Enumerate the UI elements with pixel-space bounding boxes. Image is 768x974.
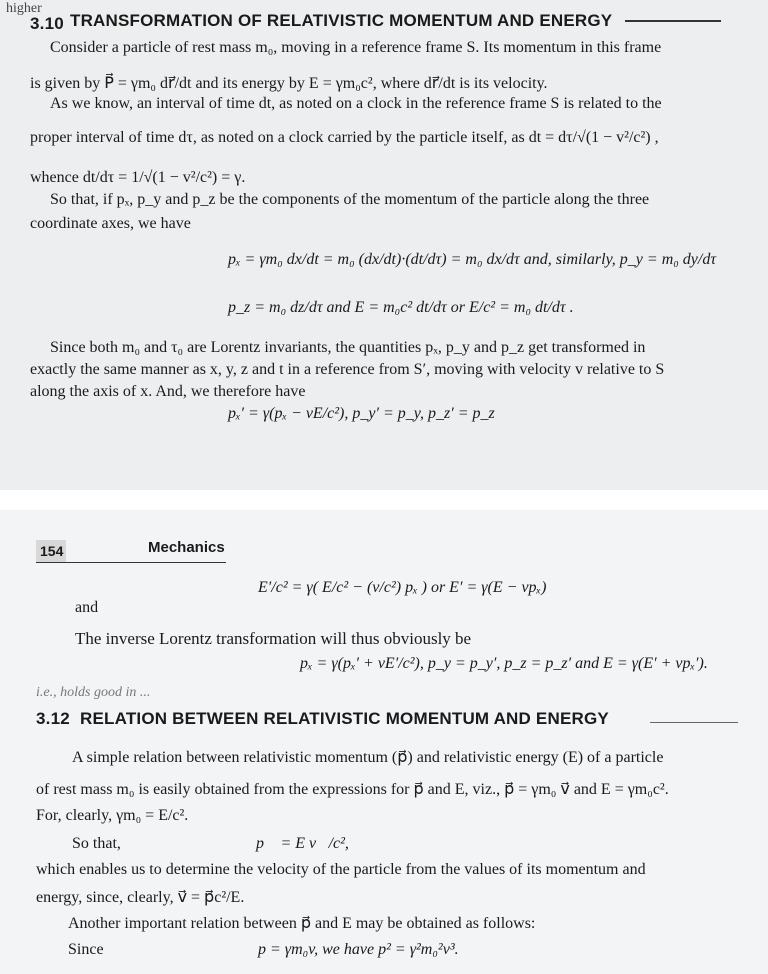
- p2-s312-line-6: energy, since, clearly, v⃗ = p⃗c²/E.: [36, 889, 245, 906]
- p2-s312-line-1: A simple relation between relativistic momentum (p⃗) and relativistic energy (E) of a particle: [72, 749, 664, 766]
- fragment-line: i.e., holds good in ...: [36, 685, 151, 700]
- p1-line-8: Since both m₀ and τ₀ are Lorentz invariants, the quantities pₓ, p_y and p_z get transformed in: [50, 339, 646, 356]
- and-label: and: [75, 599, 99, 616]
- section-title-312: RELATION BETWEEN RELATIVISTIC MOMENTUM AND ENERGY: [80, 709, 609, 728]
- page-number: 154: [40, 543, 64, 559]
- equation-momentum-energy: p⃗ = E v⃗/c²,: [256, 835, 349, 852]
- running-head: Mechanics: [148, 539, 225, 556]
- p2-s312-line-4-label: So that,: [72, 835, 121, 852]
- p2-line-1: The inverse Lorentz transformation will thus obviously be: [75, 629, 472, 648]
- p1-line-5: whence dt/dτ = 1/√(1 − v²/c²) = γ.: [30, 169, 246, 186]
- p1-line-2: is given by P⃗ = γm₀ dr⃗/dt and its energy by E = γm₀c², where dr⃗/dt is its velocity.: [30, 75, 548, 92]
- p1-line-6: So that, if pₓ, p_y and p_z be the components of the momentum of the particle along the three: [50, 191, 650, 208]
- equation-inverse-transform: pₓ = γ(pₓ′ + vE′/c²), p_y = p_y′, p_z = p_z′ and E = γ(E′ + vpₓ′).: [300, 655, 708, 672]
- p1-line-3: As we know, an interval of time dt, as noted on a clock in the reference frame S is related to the: [50, 95, 662, 112]
- equation-momentum-squared: p = γm₀v, we have p² = γ²m₀²v³.: [258, 941, 459, 958]
- section-rule-310: [625, 20, 721, 22]
- p1-line-9: exactly the same manner as x, y, z and t in a reference from S′, moving with velocity v relative to S: [30, 361, 665, 378]
- page-gap: [0, 490, 768, 510]
- section-number-310: 3.10: [30, 14, 64, 33]
- section-rule-312: [650, 722, 738, 723]
- section-number-312: 3.12: [36, 709, 70, 728]
- p2-s312-line-5: which enables us to determine the velocity of the particle from the values of its momentum and: [36, 861, 646, 878]
- equation-energy-transform: E′/c² = γ( E/c² − (v/c²) pₓ ) or E′ = γ(E − vpₓ): [258, 579, 547, 596]
- p1-line-1: Consider a particle of rest mass m₀, moving in a reference frame S. Its momentum in this frame: [50, 39, 662, 56]
- p2-s312-line-8-label: Since: [68, 941, 104, 958]
- top-fragment: higher: [6, 1, 42, 16]
- p1-line-7: coordinate axes, we have: [30, 215, 191, 232]
- p1-line-4: proper interval of time dτ, as noted on a clock carried by the particle itself, as dt = dτ/√(1 − v²/c²) ,: [30, 129, 659, 146]
- equation-momentum-z-energy: p_z = m₀ dz/dτ and E = m₀c² dt/dτ or E/c² = m₀ dt/dτ .: [228, 299, 574, 316]
- equation-momentum-xy: pₓ = γm₀ dx/dt = m₀ (dx/dt)·(dt/dτ) = m₀ dx/dτ and, similarly, p_y = m₀ dy/dτ: [228, 251, 717, 268]
- section-title-310: TRANSFORMATION OF RELATIVISTIC MOMENTUM AND ENERGY: [70, 11, 613, 30]
- p2-s312-line-3: For, clearly, γm₀ = E/c².: [36, 807, 189, 824]
- p1-line-10: along the axis of x. And, we therefore have: [30, 383, 306, 400]
- p2-s312-line-2: of rest mass m₀ is easily obtained from the expressions for p⃗ and E, viz., p⃗ = γm₀ v⃗ and E = γm₀c².: [36, 781, 669, 798]
- p2-s312-line-7: Another important relation between p⃗ and E may be obtained as follows:: [68, 915, 536, 932]
- running-head-rule: [36, 562, 226, 563]
- equation-momentum-transform: pₓ′ = γ(pₓ − vE/c²), p_y′ = p_y, p_z′ = p_z: [228, 405, 495, 422]
